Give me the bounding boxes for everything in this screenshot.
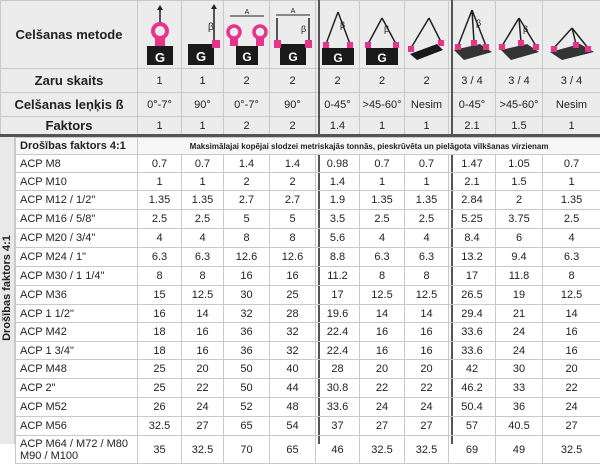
factor-cell: 2 bbox=[224, 117, 270, 135]
value-cell: 4 bbox=[360, 229, 405, 248]
value-cell: 35 bbox=[138, 436, 182, 464]
value-cell: 1.35 bbox=[182, 191, 224, 210]
value-cell: 3.75 bbox=[496, 210, 543, 229]
value-cell: 8 bbox=[360, 267, 405, 286]
value-cell: 8 bbox=[405, 267, 449, 286]
row-label: ACP M48 bbox=[16, 360, 138, 379]
value-cell: 20 bbox=[182, 360, 224, 379]
value-cell: 24 bbox=[496, 342, 543, 360]
value-cell: 27 bbox=[360, 417, 405, 436]
double-vertical-lift-icon bbox=[224, 1, 270, 69]
value-cell: 5 bbox=[224, 210, 270, 229]
method-header-table bbox=[0, 0, 600, 135]
legs-cell: 2 bbox=[316, 69, 360, 93]
safety-header-row bbox=[16, 138, 600, 155]
value-cell: 2.1 bbox=[449, 173, 496, 191]
value-cell: 16 bbox=[182, 342, 224, 360]
two-leg-sling-wide-icon bbox=[360, 1, 405, 69]
value-cell: 15 bbox=[138, 286, 182, 305]
row-label: ACP 2" bbox=[16, 379, 138, 398]
value-cell: 2.5 bbox=[405, 210, 449, 229]
value-cell: 32.5 bbox=[182, 436, 224, 464]
value-cell: 22.4 bbox=[316, 323, 360, 342]
value-cell: 22.4 bbox=[316, 342, 360, 360]
multi-leg-sling-icon bbox=[449, 1, 496, 69]
factor-cell: 1 bbox=[405, 117, 449, 135]
value-cell: 25 bbox=[138, 360, 182, 379]
table-row bbox=[16, 210, 600, 229]
row-label: ACP 1 1/2" bbox=[16, 305, 138, 323]
value-cell: 8 bbox=[224, 229, 270, 248]
svg-text:β: β bbox=[384, 24, 389, 34]
value-cell: 0.7 bbox=[138, 155, 182, 173]
vertical-lift-icon bbox=[138, 1, 182, 69]
value-cell: 11.2 bbox=[316, 267, 360, 286]
value-cell: 29.4 bbox=[449, 305, 496, 323]
row-label: ACP M42 bbox=[16, 323, 138, 342]
value-cell: 46 bbox=[316, 436, 360, 464]
value-cell: 25 bbox=[270, 286, 316, 305]
table-row bbox=[16, 155, 600, 173]
value-cell: 30 bbox=[224, 286, 270, 305]
value-cell: 16 bbox=[182, 323, 224, 342]
method-label: Celšanas metode bbox=[1, 1, 138, 69]
svg-text:β: β bbox=[523, 24, 528, 34]
value-cell: 27 bbox=[543, 417, 600, 436]
value-cell: 40 bbox=[270, 360, 316, 379]
value-cell: 21 bbox=[496, 305, 543, 323]
value-cell: 16 bbox=[543, 323, 600, 342]
table-row bbox=[16, 267, 600, 286]
row-label: ACP M12 / 1/2" bbox=[16, 191, 138, 210]
value-cell: 50 bbox=[224, 360, 270, 379]
value-cell: 2 bbox=[496, 191, 543, 210]
value-cell: 48 bbox=[270, 398, 316, 417]
value-cell: 12.5 bbox=[405, 286, 449, 305]
multi-leg-asymmetric-icon bbox=[543, 1, 600, 69]
value-cell: 2.5 bbox=[360, 210, 405, 229]
legs-cell: 2 bbox=[360, 69, 405, 93]
value-cell: 65 bbox=[224, 417, 270, 436]
legs-cell: 1 bbox=[182, 69, 224, 93]
value-cell: 6.3 bbox=[543, 248, 600, 267]
value-cell: 2.5 bbox=[543, 210, 600, 229]
value-cell: 16 bbox=[405, 323, 449, 342]
table-row bbox=[16, 173, 600, 191]
angle-cell: 90° bbox=[182, 93, 224, 117]
angle-cell: Nesim bbox=[543, 93, 600, 117]
value-cell: 26.5 bbox=[449, 286, 496, 305]
table-row bbox=[16, 323, 600, 342]
double-side-lift-icon bbox=[270, 1, 316, 69]
factor-label: Faktors bbox=[1, 117, 138, 135]
value-cell: 1.5 bbox=[496, 173, 543, 191]
value-cell: 50.4 bbox=[449, 398, 496, 417]
table-row bbox=[16, 342, 600, 360]
angle-label: Celšanas leņķis ß bbox=[1, 93, 138, 117]
value-cell: 9.4 bbox=[496, 248, 543, 267]
value-cell: 26 bbox=[138, 398, 182, 417]
value-cell: 16 bbox=[224, 267, 270, 286]
angle-cell: 0-45° bbox=[316, 93, 360, 117]
row-label: ACP M30 / 1 1/4" bbox=[16, 267, 138, 286]
value-cell: 36 bbox=[496, 398, 543, 417]
value-cell: 32.5 bbox=[543, 436, 600, 464]
row-label: ACP M64 / M72 / M80 M90 / M100 bbox=[16, 436, 138, 464]
value-cell: 32 bbox=[224, 305, 270, 323]
row-label: ACP M36 bbox=[16, 286, 138, 305]
value-cell: 14 bbox=[360, 305, 405, 323]
value-cell: 16 bbox=[543, 342, 600, 360]
factor-cell: 1.4 bbox=[316, 117, 360, 135]
value-cell: 25 bbox=[138, 379, 182, 398]
table-row bbox=[16, 248, 600, 267]
value-cell: 1 bbox=[360, 173, 405, 191]
value-cell: 24 bbox=[182, 398, 224, 417]
row-label: ACP M24 / 1" bbox=[16, 248, 138, 267]
value-cell: 49 bbox=[496, 436, 543, 464]
value-cell: 6.3 bbox=[360, 248, 405, 267]
table-row bbox=[16, 360, 600, 379]
value-cell: 27 bbox=[182, 417, 224, 436]
value-cell: 5.25 bbox=[449, 210, 496, 229]
factor-cell: 1 bbox=[360, 117, 405, 135]
value-cell: 2.84 bbox=[449, 191, 496, 210]
value-cell: 19 bbox=[496, 286, 543, 305]
value-cell: 5.6 bbox=[316, 229, 360, 248]
row-label: ACP M56 bbox=[16, 417, 138, 436]
value-cell: 33.6 bbox=[316, 398, 360, 417]
value-cell: 44 bbox=[270, 379, 316, 398]
value-cell: 11.8 bbox=[496, 267, 543, 286]
value-cell: 57 bbox=[449, 417, 496, 436]
value-cell: 14 bbox=[405, 305, 449, 323]
value-cell: 70 bbox=[224, 436, 270, 464]
row-label: ACP M10 bbox=[16, 173, 138, 191]
row-label: ACP M8 bbox=[16, 155, 138, 173]
value-cell: 16 bbox=[360, 323, 405, 342]
value-cell: 54 bbox=[270, 417, 316, 436]
value-cell: 2 bbox=[270, 173, 316, 191]
svg-text:β: β bbox=[476, 18, 481, 28]
legs-cell: 3 / 4 bbox=[496, 69, 543, 93]
value-cell: 69 bbox=[449, 436, 496, 464]
angle-cell: >45-60° bbox=[496, 93, 543, 117]
svg-text:G: G bbox=[242, 50, 251, 64]
side-lift-icon bbox=[182, 1, 224, 69]
row-label: ACP M20 / 3/4" bbox=[16, 229, 138, 248]
svg-text:G: G bbox=[195, 49, 205, 64]
value-cell: 1.4 bbox=[270, 155, 316, 173]
value-cell: 42 bbox=[449, 360, 496, 379]
value-cell: 4 bbox=[138, 229, 182, 248]
value-cell: 8.4 bbox=[449, 229, 496, 248]
angle-cell: 90° bbox=[270, 93, 316, 117]
value-cell: 0.7 bbox=[360, 155, 405, 173]
method-row bbox=[1, 1, 600, 69]
value-cell: 37 bbox=[316, 417, 360, 436]
value-cell: 8 bbox=[138, 267, 182, 286]
value-cell: 46.2 bbox=[449, 379, 496, 398]
value-cell: 16 bbox=[270, 267, 316, 286]
value-cell: 16 bbox=[138, 305, 182, 323]
value-cell: 8 bbox=[270, 229, 316, 248]
value-cell: 1.47 bbox=[449, 155, 496, 173]
legs-cell: 2 bbox=[224, 69, 270, 93]
row-label: ACP M52 bbox=[16, 398, 138, 417]
value-cell: 1.4 bbox=[224, 155, 270, 173]
value-cell: 22 bbox=[405, 379, 449, 398]
value-cell: 27 bbox=[405, 417, 449, 436]
value-cell: 6.3 bbox=[182, 248, 224, 267]
factor-row bbox=[1, 117, 600, 135]
value-cell: 19.6 bbox=[316, 305, 360, 323]
value-cell: 2.5 bbox=[138, 210, 182, 229]
factor-cell: 2 bbox=[270, 117, 316, 135]
value-cell: 17 bbox=[316, 286, 360, 305]
table-row bbox=[16, 417, 600, 436]
value-cell: 28 bbox=[316, 360, 360, 379]
legs-cell: 1 bbox=[138, 69, 182, 93]
value-cell: 0.7 bbox=[182, 155, 224, 173]
value-cell: 13.2 bbox=[449, 248, 496, 267]
svg-text:G: G bbox=[333, 51, 342, 65]
angle-cell: Nesim bbox=[405, 93, 449, 117]
icon-letter: G bbox=[154, 50, 164, 65]
legs-row bbox=[1, 69, 600, 93]
value-cell: 32 bbox=[270, 323, 316, 342]
table-row bbox=[16, 398, 600, 417]
factor-cell: 1.5 bbox=[496, 117, 543, 135]
svg-text:β: β bbox=[340, 20, 345, 30]
value-cell: 36 bbox=[224, 323, 270, 342]
value-cell: 32.5 bbox=[138, 417, 182, 436]
value-cell: 30 bbox=[496, 360, 543, 379]
value-cell: 16 bbox=[360, 342, 405, 360]
value-cell: 1.4 bbox=[316, 173, 360, 191]
value-cell: 2.5 bbox=[182, 210, 224, 229]
value-cell: 4 bbox=[543, 229, 600, 248]
value-cell: 33 bbox=[496, 379, 543, 398]
angle-cell: 0-45° bbox=[449, 93, 496, 117]
table-row bbox=[16, 286, 600, 305]
value-cell: 20 bbox=[405, 360, 449, 379]
two-leg-sling-icon bbox=[316, 1, 360, 69]
value-cell: 4 bbox=[182, 229, 224, 248]
value-cell: 20 bbox=[543, 360, 600, 379]
value-cell: 4 bbox=[405, 229, 449, 248]
vertical-safety-label: Drošības faktors 4:1 bbox=[0, 137, 15, 444]
row-label: ACP 1 3/4" bbox=[16, 342, 138, 360]
legs-cell: 3 / 4 bbox=[449, 69, 496, 93]
value-cell: 2.7 bbox=[224, 191, 270, 210]
value-cell: 12.5 bbox=[182, 286, 224, 305]
value-cell: 24 bbox=[543, 398, 600, 417]
value-cell: 12.6 bbox=[224, 248, 270, 267]
value-cell: 12.5 bbox=[543, 286, 600, 305]
value-cell: 22 bbox=[543, 379, 600, 398]
angle-cell: 0°-7° bbox=[138, 93, 182, 117]
value-cell: 1.35 bbox=[543, 191, 600, 210]
factor-cell: 1 bbox=[182, 117, 224, 135]
value-cell: 22 bbox=[182, 379, 224, 398]
asymmetric-two-leg-icon bbox=[405, 1, 449, 69]
value-cell: 16 bbox=[405, 342, 449, 360]
legs-cell: 2 bbox=[270, 69, 316, 93]
capacity-table bbox=[15, 137, 600, 464]
value-cell: 18 bbox=[138, 342, 182, 360]
value-cell: 65 bbox=[270, 436, 316, 464]
table-row bbox=[16, 191, 600, 210]
value-cell: 20 bbox=[360, 360, 405, 379]
value-cell: 33.6 bbox=[449, 342, 496, 360]
value-cell: 1.05 bbox=[496, 155, 543, 173]
value-cell: 12.5 bbox=[360, 286, 405, 305]
table-row bbox=[16, 229, 600, 248]
value-cell: 50 bbox=[224, 379, 270, 398]
angle-cell: 0°-7° bbox=[224, 93, 270, 117]
value-cell: 40.5 bbox=[496, 417, 543, 436]
angle-cell: >45-60° bbox=[360, 93, 405, 117]
factor-cell: 2.1 bbox=[449, 117, 496, 135]
value-cell: 6 bbox=[496, 229, 543, 248]
value-cell: 0.98 bbox=[316, 155, 360, 173]
value-cell: 8.8 bbox=[316, 248, 360, 267]
value-cell: 36 bbox=[224, 342, 270, 360]
value-cell: 33.6 bbox=[449, 323, 496, 342]
svg-text:β: β bbox=[208, 22, 214, 33]
value-cell: 1.35 bbox=[138, 191, 182, 210]
value-cell: 17 bbox=[449, 267, 496, 286]
value-cell: 5 bbox=[270, 210, 316, 229]
svg-text:G: G bbox=[288, 50, 297, 64]
value-cell: 14 bbox=[182, 305, 224, 323]
value-cell: 1 bbox=[138, 173, 182, 191]
svg-text:A: A bbox=[244, 9, 249, 16]
value-cell: 12.6 bbox=[270, 248, 316, 267]
safety-description: Maksimālajai kopējai slodzei metriskajās tonnās, pieskrūvēta un pielāgota vilkšanas virzienam bbox=[138, 138, 600, 155]
factor-cell: 1 bbox=[138, 117, 182, 135]
value-cell: 3.5 bbox=[316, 210, 360, 229]
safety-title: Drošības faktors 4:1 bbox=[16, 138, 138, 155]
value-cell: 24 bbox=[496, 323, 543, 342]
factor-cell: 1 bbox=[543, 117, 600, 135]
legs-cell: 3 / 4 bbox=[543, 69, 600, 93]
value-cell: 0.7 bbox=[405, 155, 449, 173]
row-label: ACP M16 / 5/8" bbox=[16, 210, 138, 229]
svg-text:G: G bbox=[377, 51, 386, 65]
table-row bbox=[16, 305, 600, 323]
legs-label: Zaru skaits bbox=[1, 69, 138, 93]
value-cell: 24 bbox=[405, 398, 449, 417]
table-row bbox=[16, 379, 600, 398]
svg-text:A: A bbox=[290, 8, 295, 15]
value-cell: 22 bbox=[360, 379, 405, 398]
value-cell: 6.3 bbox=[138, 248, 182, 267]
value-cell: 6.3 bbox=[405, 248, 449, 267]
value-cell: 8 bbox=[543, 267, 600, 286]
value-cell: 2.7 bbox=[270, 191, 316, 210]
value-cell: 2 bbox=[224, 173, 270, 191]
value-cell: 8 bbox=[182, 267, 224, 286]
value-cell: 1 bbox=[405, 173, 449, 191]
value-cell: 18 bbox=[138, 323, 182, 342]
multi-leg-sling-wide-icon bbox=[496, 1, 543, 69]
value-cell: 24 bbox=[360, 398, 405, 417]
svg-text:β: β bbox=[301, 24, 306, 34]
value-cell: 1 bbox=[182, 173, 224, 191]
capacity-rows bbox=[16, 155, 600, 464]
legs-cell: 2 bbox=[405, 69, 449, 93]
table-row bbox=[16, 436, 600, 464]
value-cell: 32.5 bbox=[405, 436, 449, 464]
value-cell: 32.5 bbox=[360, 436, 405, 464]
value-cell: 30.8 bbox=[316, 379, 360, 398]
value-cell: 28 bbox=[270, 305, 316, 323]
value-cell: 1.35 bbox=[360, 191, 405, 210]
value-cell: 14 bbox=[543, 305, 600, 323]
value-cell: 0.7 bbox=[543, 155, 600, 173]
value-cell: 1.9 bbox=[316, 191, 360, 210]
value-cell: 52 bbox=[224, 398, 270, 417]
value-cell: 1.35 bbox=[405, 191, 449, 210]
angle-row bbox=[1, 93, 600, 117]
value-cell: 32 bbox=[270, 342, 316, 360]
value-cell: 1 bbox=[543, 173, 600, 191]
